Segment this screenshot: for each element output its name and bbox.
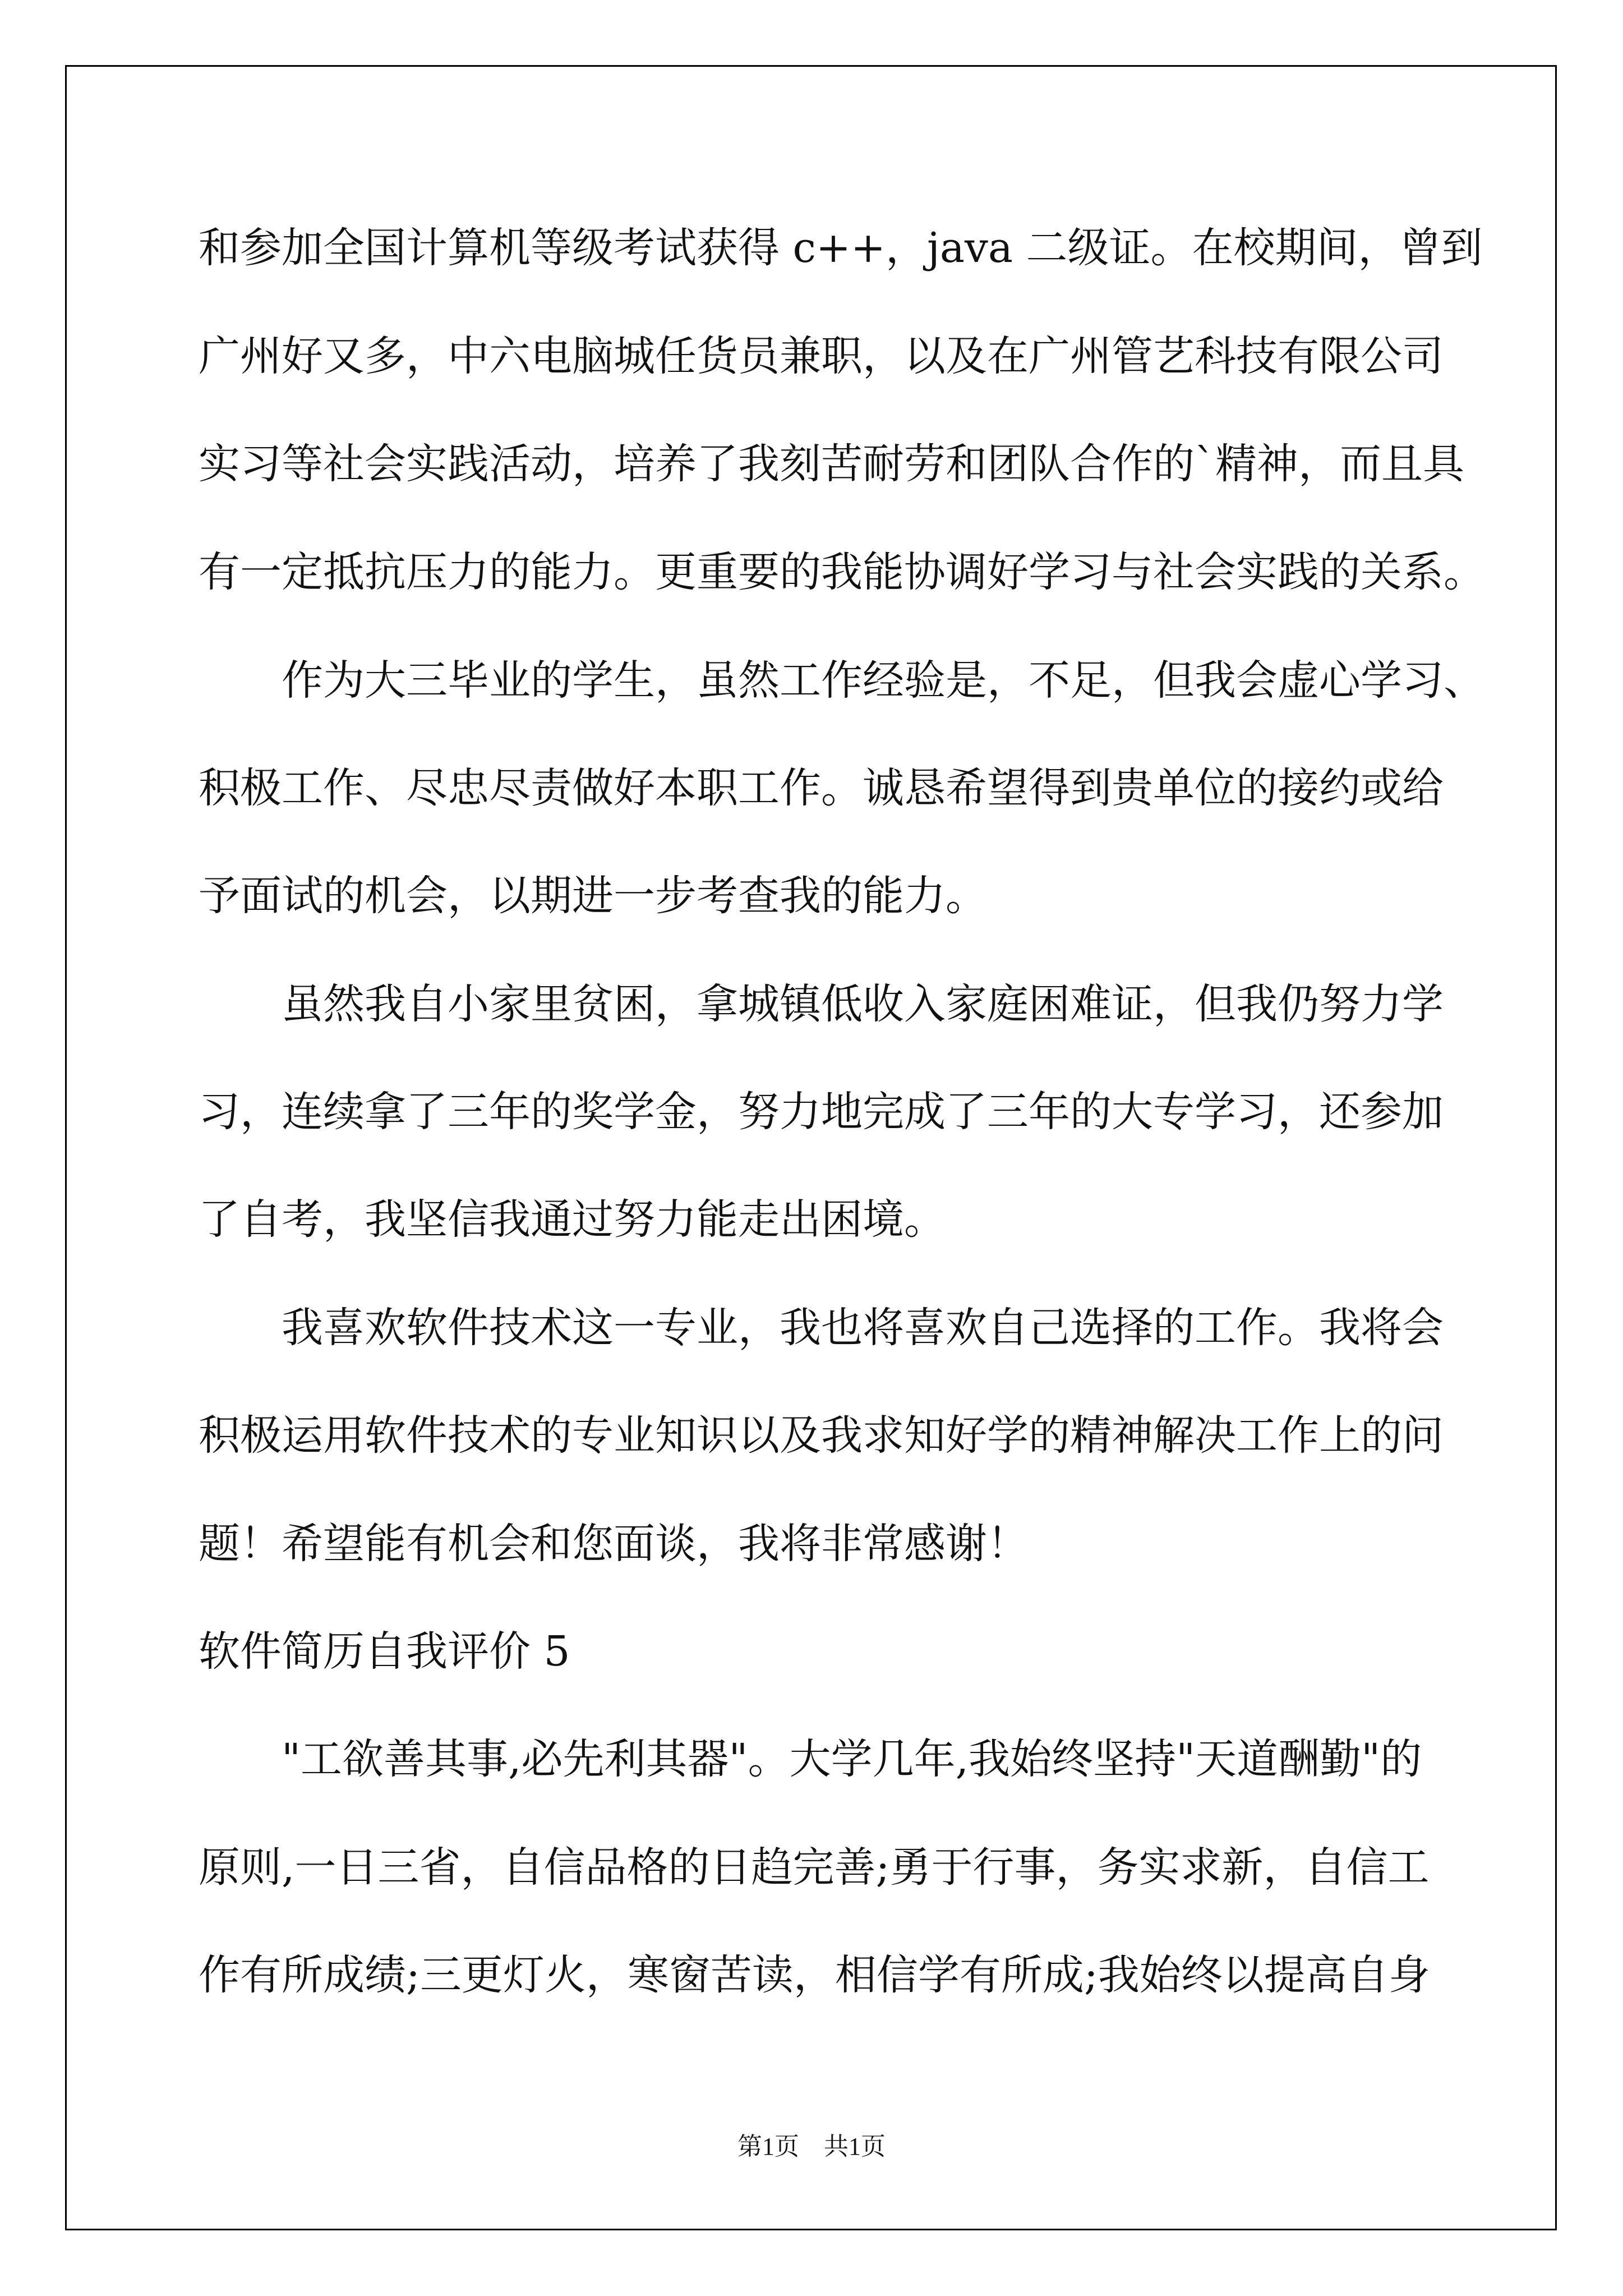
- text-line: 虽然我自小家里贫困，拿城镇低收入家庭困难证，但我仍努力学: [282, 980, 1444, 1028]
- text-line: 题！希望能有机会和您面谈，我将非常感谢！: [199, 1520, 1029, 1568]
- text-line: 原则,一日三省，自信品格的日趋完善;勇于行事，务实求新，自信工: [199, 1843, 1430, 1892]
- text-line: 积极工作、尽忠尽责做好本职工作。诚恳希望得到贵单位的接约或给: [199, 764, 1444, 812]
- text-line: "工欲善其事,必先利其器"。大学几年,我始终坚持"天道酬勤"的: [282, 1735, 1422, 1783]
- text-line: 作有所成绩;三更灯火，寒窗苦读，相信学有所成;我始终以提高自身: [199, 1951, 1430, 1999]
- text-line: 有一定抵抗压力的能力。更重要的我能协调好学习与社会实践的关系。: [199, 548, 1485, 596]
- text-line: 和参加全国计算机等级考试获得 c++，java 二级证。在校期间，曾到: [199, 224, 1483, 272]
- text-line: 作为大三毕业的学生，虽然工作经验是，不足，但我会虚心学习、: [282, 656, 1485, 705]
- text-line: 了自考，我坚信我通过努力能走出困境。: [199, 1195, 946, 1244]
- text-line: 予面试的机会，以期进一步考查我的能力。: [199, 872, 987, 920]
- text-line: 广州好又多，中六电脑城任货员兼职，以及在广州管艺科技有限公司: [199, 332, 1444, 380]
- text-line: 我喜欢软件技术这一专业，我也将喜欢自己选择的工作。我将会: [282, 1304, 1444, 1352]
- text-line: 实习等社会实践活动，培养了我刻苦耐劳和团队合作的`精神，而且具: [199, 440, 1464, 488]
- page-number-footer: 第1页 共1页: [737, 2133, 886, 2160]
- text-line: 习，连续拿了三年的奖学金，努力地完成了三年的大专学习，还参加: [199, 1088, 1444, 1136]
- section-heading: 软件简历自我评价 5: [199, 1627, 570, 1676]
- page-border: [65, 65, 1557, 2230]
- text-line: 积极运用软件技术的专业知识以及我求知好学的精神解决工作上的问: [199, 1411, 1444, 1460]
